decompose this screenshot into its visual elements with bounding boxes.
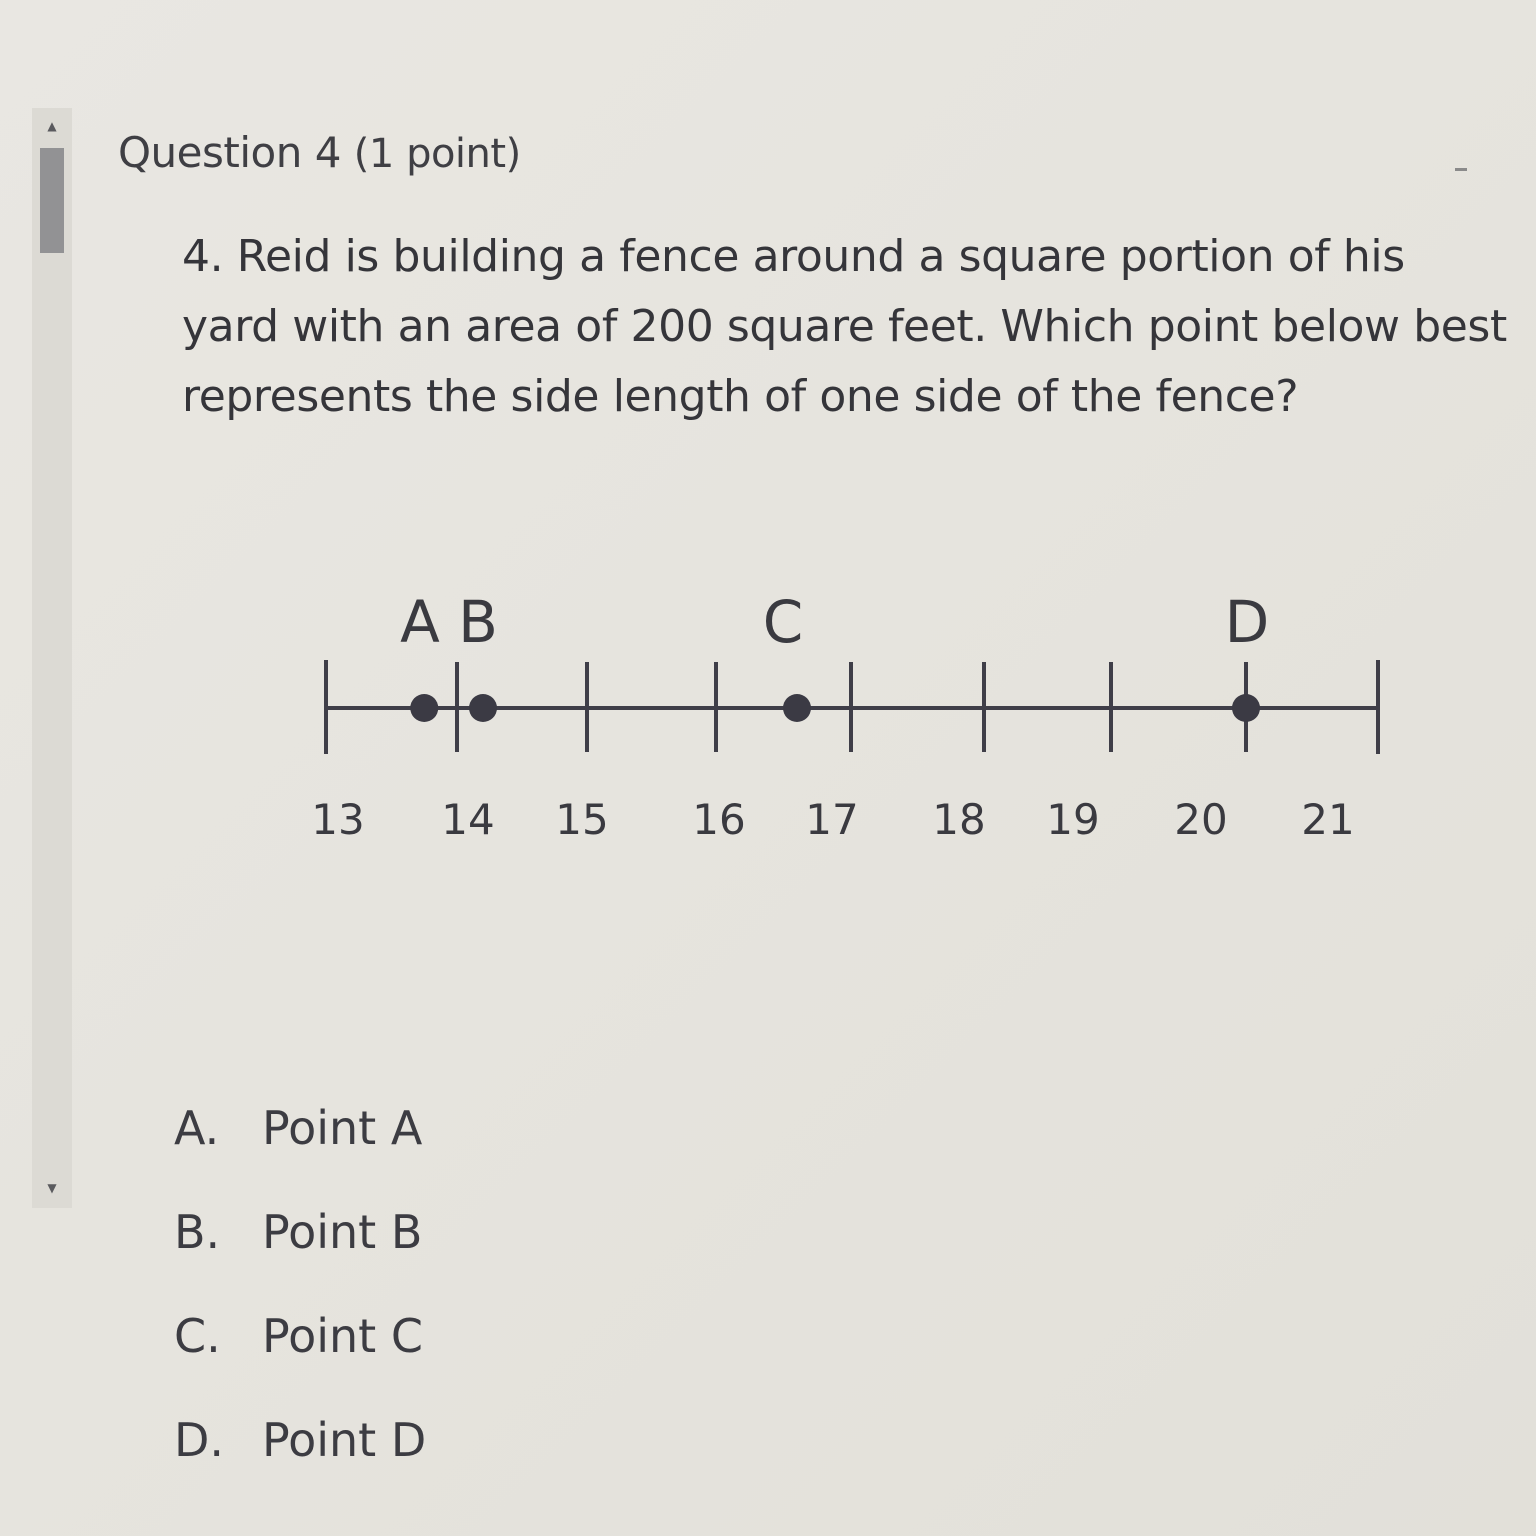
tick-label-21: 21 bbox=[1301, 795, 1355, 844]
scroll-up-icon[interactable]: ▲ bbox=[47, 119, 57, 133]
question-points: (1 point) bbox=[353, 131, 521, 177]
choice-label: Point D bbox=[262, 1413, 427, 1467]
point-b bbox=[469, 694, 497, 722]
choice-letter: A. bbox=[174, 1101, 220, 1155]
point-label-b: B bbox=[458, 588, 498, 656]
point-d bbox=[1232, 694, 1260, 722]
tick-label-18: 18 bbox=[932, 795, 986, 844]
question-title: Question 4 bbox=[118, 128, 341, 177]
question-text: 4. Reid is building a fence around a square portion of his yard with an area of 200 square feet. Which point below best represents the side length of one side of the fence? bbox=[182, 231, 1507, 422]
choice-letter: D. bbox=[174, 1413, 225, 1467]
point-label-a: A bbox=[400, 588, 440, 656]
tick-label-16: 16 bbox=[692, 795, 746, 844]
choice-label: Point A bbox=[262, 1101, 423, 1155]
choice-b[interactable] bbox=[174, 1180, 426, 1284]
point-a bbox=[410, 694, 438, 722]
tick-label-15: 15 bbox=[555, 795, 609, 844]
answer-choices bbox=[174, 1076, 426, 1492]
tick-label-19: 19 bbox=[1046, 795, 1100, 844]
tick-label-13: 13 bbox=[311, 795, 365, 844]
point-label-c: C bbox=[762, 588, 804, 656]
choice-label: Point B bbox=[262, 1205, 423, 1259]
choice-a[interactable] bbox=[174, 1076, 426, 1180]
choice-c[interactable] bbox=[174, 1284, 426, 1388]
choice-letter: C. bbox=[174, 1309, 221, 1363]
tick-label-20: 20 bbox=[1174, 795, 1228, 844]
choice-letter: B. bbox=[174, 1205, 221, 1259]
choice-d[interactable] bbox=[174, 1388, 426, 1492]
scroll-down-icon[interactable]: ▼ bbox=[47, 1181, 57, 1195]
point-c bbox=[783, 694, 811, 722]
tick-label-17: 17 bbox=[805, 795, 859, 844]
tick-label-14: 14 bbox=[441, 795, 495, 844]
point-label-d: D bbox=[1224, 588, 1270, 656]
choice-label: Point C bbox=[262, 1309, 423, 1363]
